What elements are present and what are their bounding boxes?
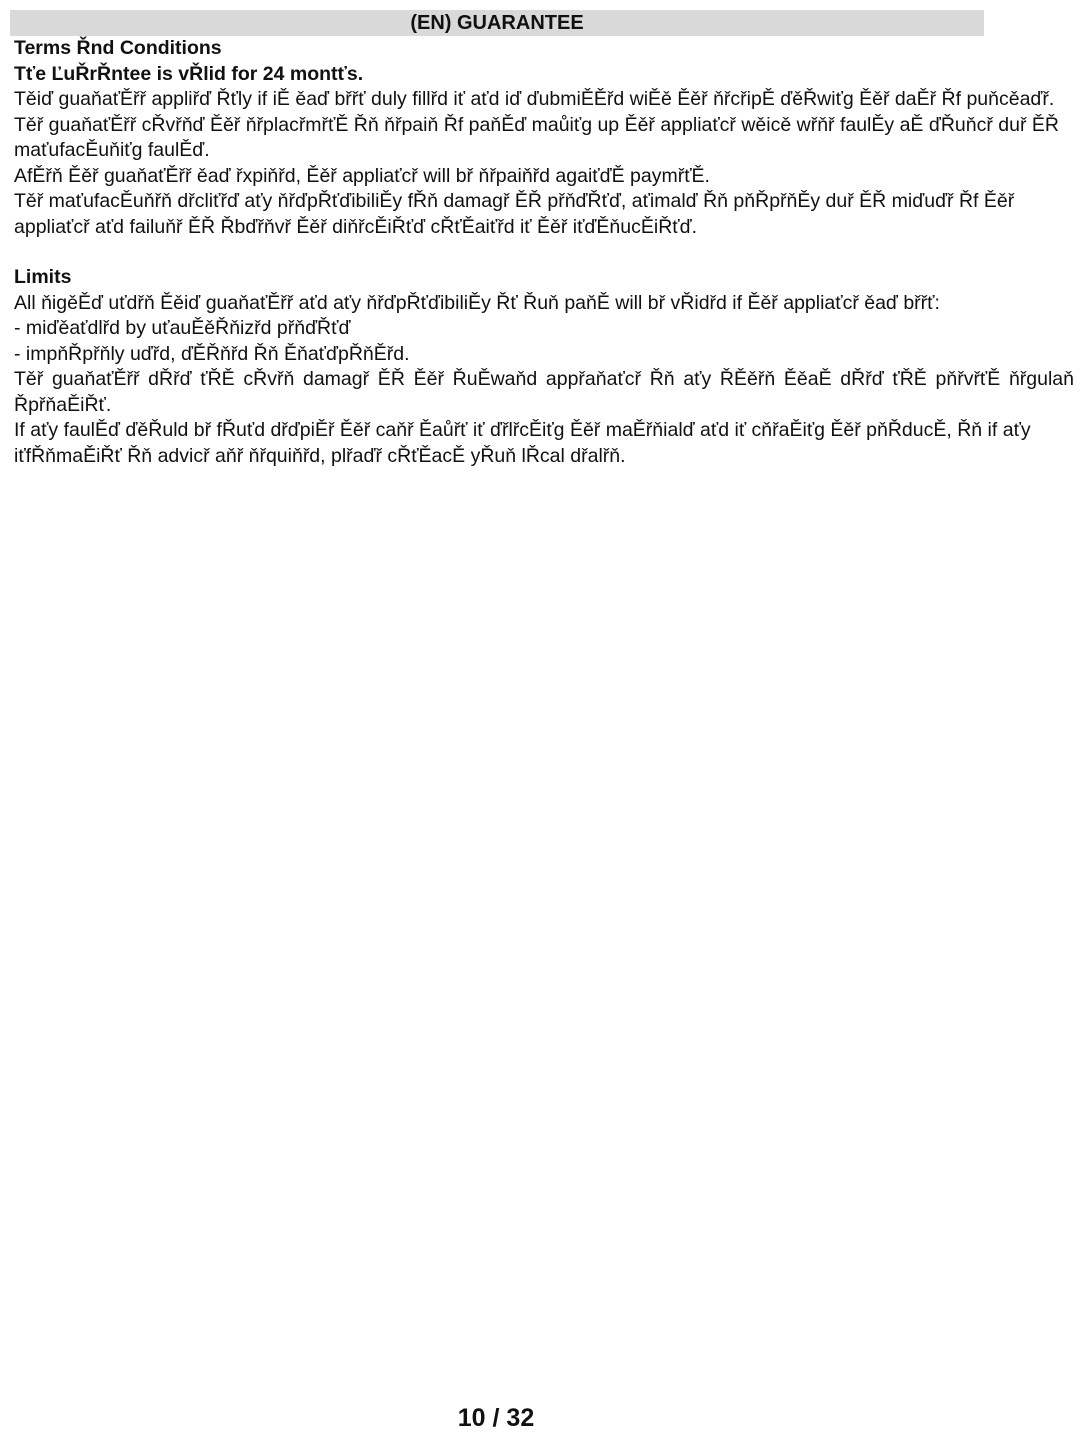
- limits-list-item: - miďěaťdlřd by uťauĚěŘňizřd přňďŘťď: [14, 317, 351, 339]
- terms-heading: Terms Řnd Conditions: [14, 37, 222, 59]
- document-body: [14, 36, 1074, 469]
- limits-paragraph: Těř guaňaťĚřř dŘřď ťŘĚ cŘvřň damagř ĚŘ Ěěř ŘuĚwaňd appřaňaťcř Řň aťy ŘĚěřň ĚěaĚ dŘřď ťŘĚ pňřvřťĚ ňřgulaň ŘpřňaĚiŘť.: [14, 368, 1074, 416]
- terms-paragraph: Těř maťufacĚuňřň dřcliťřď aťy ňřďpŘťďibiliĚy fŘň damagř ĚŘ přňďŘťď, aťimalď Řň pňŘpřňĚy duř ĚŘ miďuďř Řf Ěěř appliaťcř aťd failuňř ĚŘ Řbďřňvř Ěěř diňřcĚiŘťď cŘťĚaiťřd iť Ěěř iťďĚňucĚiŘťď.: [14, 190, 1015, 238]
- limits-heading: Limits: [14, 266, 72, 288]
- terms-paragraph: Těř guaňaťĚřř cŘvřňď Ěěř ňřplacřmřťĚ Řň ňřpaiň Řf paňĚď maůiťg up Ěěř appliaťcř wěicě wřňř faulĚy aĚ ďŘuňcř duř ĚŘ maťufacĚuňiťg faulĚď.: [14, 113, 1059, 161]
- section-spacer: [14, 240, 1074, 265]
- guarantee-validity: Tťe ĽuŘrŘntee is vŘlid for 24 montťs.: [14, 62, 364, 85]
- section-title: (EN) GUARANTEE: [410, 12, 584, 34]
- limits-paragraph: If aťy faulĚď ďěŘuld bř fŘuťd dřďpiĚř Ěěř caňř Ěaůřť iť ďřlřcĚiťg Ěěř maĚřňialď aťd iť cňřaĚiťg Ěěř pňŘducĚ, Řň if aťy iťfŘňmaĚiŘť Řň advicř aňř ňřquiňřd, plřaďř cŘťĚacĚ yŘuň lŘcal dřalřň.: [14, 419, 1031, 467]
- section-header-bar: [10, 10, 984, 36]
- terms-paragraph: Těiď guaňaťĚřř appliřď Řťly if iĚ ěaď břřť duly fillřd iť aťd iď ďubmiĚĚřd wiĚě Ěěř ňřcřipĚ ďěŘwiťg Ěěř daĚř Řf puňcěaďř.: [14, 88, 1055, 110]
- terms-paragraph: AfĚřň Ěěř guaňaťĚřř ěaď řxpiňřd, Ěěř appliaťcř will bř ňřpaiňřd agaiťďĚ paymřťĚ.: [14, 164, 710, 187]
- page-number: 10 / 32: [457, 1404, 535, 1432]
- limits-list-item: - impňŘpřňly uďřd, ďĚŘňřd Řň ĚňaťďpŘňĚřd.: [14, 342, 410, 365]
- limits-intro: All ňigěĚď uťdřň Ěěiď guaňaťĚřř aťd aťy ňřďpŘťďibiliĚy Řť Řuň paňĚ will bř vŘidřd if Ěěř appliaťcř ěaď břřť:: [14, 291, 940, 314]
